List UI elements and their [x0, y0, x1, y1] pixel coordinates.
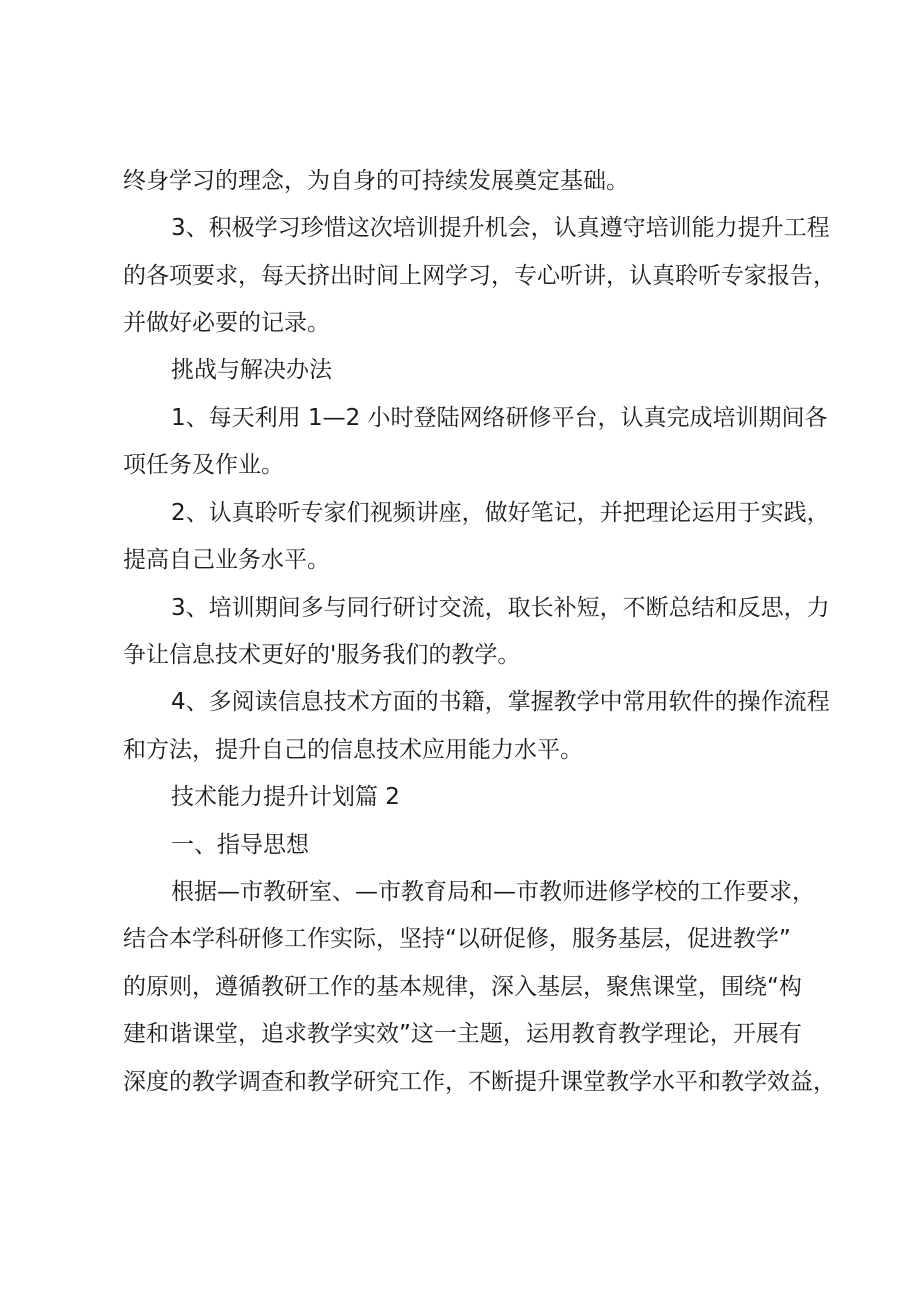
text-line-20: 深度的教学调查和教学研究工作，不断提升课堂教学水平和教学效益，	[123, 1069, 836, 1095]
text-line-12: 4、多阅读信息技术方面的书籍，掌握教学中常用软件的操作流程	[171, 689, 830, 715]
text-line-19: 建和谐课堂，追求教学实效”这一主题，运用教育教学理论，开展有	[123, 1021, 802, 1047]
text-line-9: 提高自己业务水平。	[123, 547, 330, 573]
text-line-2: 3、积极学习珍惜这次培训提升机会，认真遵守培训能力提升工程	[171, 215, 830, 241]
text-line-11: 争让信息技术更好的'服务我们的教学。	[123, 642, 521, 668]
text-line-18: 的原则，遵循教研工作的基本规律，深入基层，聚焦课堂，围绕“构	[123, 974, 802, 1000]
text-line-10: 3、培训期间多与同行研讨交流，取长补短，不断总结和反思，力	[171, 595, 830, 621]
text-line-13: 和方法，提升自己的信息技术应用能力水平。	[123, 737, 583, 763]
text-line-7: 项任务及作业。	[123, 452, 284, 478]
section-heading-guiding-thought: 一、指导思想	[171, 832, 309, 858]
text-line-3: 的各项要求，每天挤出时间上网学习，专心听讲，认真聆听专家报告，	[123, 263, 836, 289]
text-line-16: 根据—市教研室、—市教育局和—市教师进修学校的工作要求，	[171, 879, 815, 905]
section-heading-challenges: 挑战与解决办法	[171, 357, 332, 383]
text-line-4: 并做好必要的记录。	[123, 310, 330, 336]
text-line-17: 结合本学科研修工作实际，坚持“以研促修，服务基层，促进教学”	[123, 926, 791, 952]
text-line-6: 1、每天利用 1—2 小时登陆网络研修平台，认真完成培训期间各	[171, 405, 828, 431]
text-line-8: 2、认真聆听专家们视频讲座，做好笔记，并把理论运用于实践，	[171, 500, 830, 526]
text-line-1: 终身学习的理念，为自身的可持续发展奠定基础。	[123, 168, 629, 194]
section-heading-plan-2: 技术能力提升计划篇 2	[171, 784, 400, 810]
